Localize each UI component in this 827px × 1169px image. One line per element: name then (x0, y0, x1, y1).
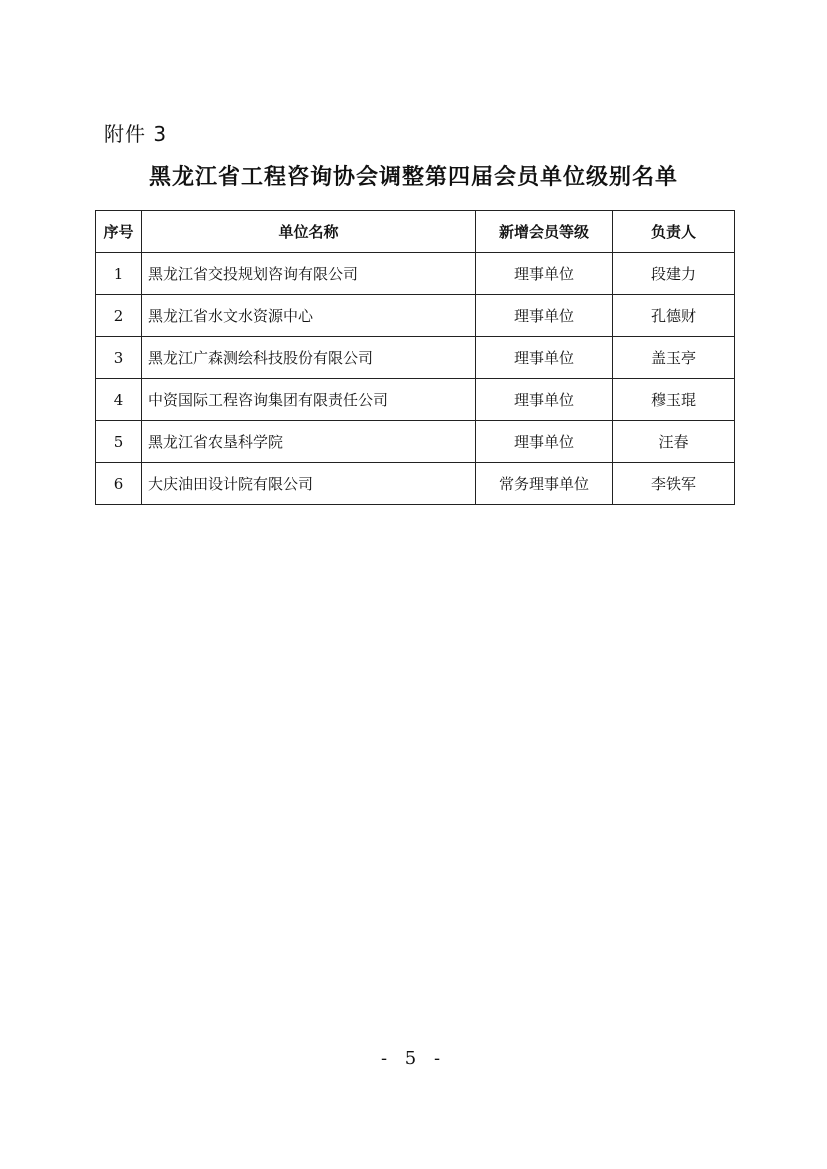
row-person-in-charge: 李铁军 (613, 463, 735, 505)
attachment-label: 附件 3 (104, 122, 168, 146)
header-unit-name: 单位名称 (142, 211, 476, 253)
row-person-in-charge: 盖玉亭 (613, 337, 735, 379)
row-unit-name: 黑龙江省水文水资源中心 (142, 295, 476, 337)
row-unit-name: 黑龙江省交投规划咨询有限公司 (142, 253, 476, 295)
row-unit-name: 大庆油田设计院有限公司 (142, 463, 476, 505)
table-row (96, 295, 735, 337)
header-serial: 序号 (96, 211, 142, 253)
row-person-in-charge: 汪春 (613, 421, 735, 463)
table-row (96, 463, 735, 505)
row-unit-name: 黑龙江广森测绘科技股份有限公司 (142, 337, 476, 379)
header-member-level: 新增会员等级 (476, 211, 613, 253)
row-person-in-charge: 穆玉琨 (613, 379, 735, 421)
row-serial: 4 (96, 379, 142, 421)
row-member-level: 理事单位 (476, 253, 613, 295)
row-member-level: 常务理事单位 (476, 463, 613, 505)
document-title: 黑龙江省工程咨询协会调整第四届会员单位级别名单 (148, 165, 678, 190)
table-row (96, 379, 735, 421)
page-number: - 5 - (380, 1048, 447, 1069)
row-serial: 5 (96, 421, 142, 463)
row-serial: 2 (96, 295, 142, 337)
row-member-level: 理事单位 (476, 337, 613, 379)
table-row (96, 253, 735, 295)
table-row (96, 421, 735, 463)
row-member-level: 理事单位 (476, 379, 613, 421)
row-person-in-charge: 段建力 (613, 253, 735, 295)
member-level-table (95, 210, 735, 505)
row-serial: 1 (96, 253, 142, 295)
row-unit-name: 中资国际工程咨询集团有限责任公司 (142, 379, 476, 421)
row-unit-name: 黑龙江省农垦科学院 (142, 421, 476, 463)
row-serial: 6 (96, 463, 142, 505)
row-member-level: 理事单位 (476, 295, 613, 337)
row-member-level: 理事单位 (476, 421, 613, 463)
table-row (96, 337, 735, 379)
header-person-in-charge: 负责人 (613, 211, 735, 253)
table-header-row (96, 211, 735, 253)
row-serial: 3 (96, 337, 142, 379)
row-person-in-charge: 孔德财 (613, 295, 735, 337)
